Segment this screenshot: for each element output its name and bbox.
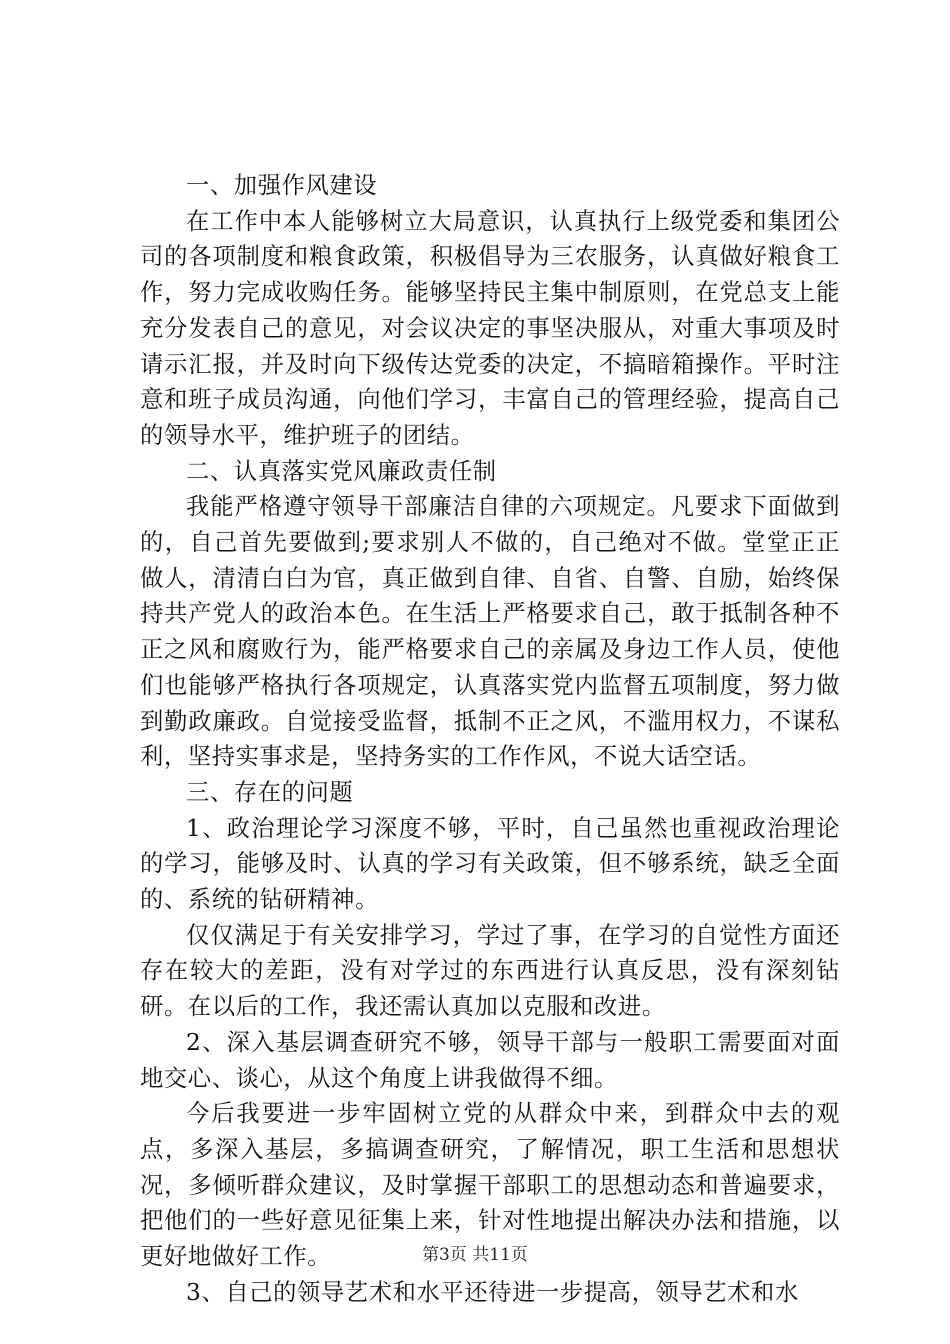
section-heading-1: 一、加强作风建设 [186,172,378,199]
paragraph: 1、政治理论学习深度不够，平时，自己虽然也重视政治理论的学习，能够及时、认真的学习有关政策，但不够系统，缺乏全面的、系统的钻研精神。 [140,814,840,914]
paragraph: 3、自己的领导艺术和水平还待进一步提高，领导艺术和水 [186,1278,799,1306]
page-footer: 第3页 共11页 [422,1245,528,1265]
document-body [140,168,840,1311]
section-heading-3: 三、存在的问题 [186,778,354,806]
paragraph: 仅仅满足于有关安排学习，学过了事，在学习的自觉性方面还存在较大的差距，没有对学过的东西进行认真反思，没有深刻钻研。在以后的工作，我还需认真加以克服和改进。 [140,921,840,1021]
section-heading-2: 二、认真落实党风廉政责任制 [186,457,497,485]
paragraph: 2、深入基层调查研究不够，领导干部与一般职工需要面对面地交心、谈心，从这个角度上讲我做得不细。 [140,1028,840,1092]
paragraph: 在工作中本人能够树立大局意识，认真执行上级党委和集团公司的各项制度和粮食政策，积极倡导为三农服务，认真做好粮食工作，努力完成收购任务。能够坚持民主集中制原则，在党总支上能充分发表自己的意见，对会议决定的事坚决服从，对重大事项及时请示汇报，并及时向下级传达党委的决定，不搞暗箱操作。平时注意和班子成员沟通，向他们学习，丰富自己的管理经验，提高自己的领导水平，维护班子的团结。 [140,207,840,449]
paragraph: 今后我要进一步牢固树立党的从群众中来，到群众中去的观点，多深入基层，多搞调查研究，了解情况，职工生活和思想状况，多倾听群众建议，及时掌握干部职工的思想动态和普遍要求，把他们的一些好意见征集上来，针对性地提出解决办法和措施，以更好地做好工作。 [140,1100,840,1271]
paragraph: 我能严格遵守领导干部廉洁自律的六项规定。凡要求下面做到的，自己首先要做到;要求别人不做的，自己绝对不做。堂堂正正做人，清清白白为官，真正做到自律、自省、自警、自励，始终保持共产党人的政治本色。在生活上严格要求自己，敢于抵制各种不正之风和腐败行为，能严格要求自己的亲属及身边工作人员，使他们也能够严格执行各项规定，认真落实党内监督五项制度，努力做到勤政廉政。自觉接受监督，抵制不正之风，不滥用权力，不谋私利，坚持实事求是，坚持务实的工作作风，不说大话空话。 [140,493,840,771]
